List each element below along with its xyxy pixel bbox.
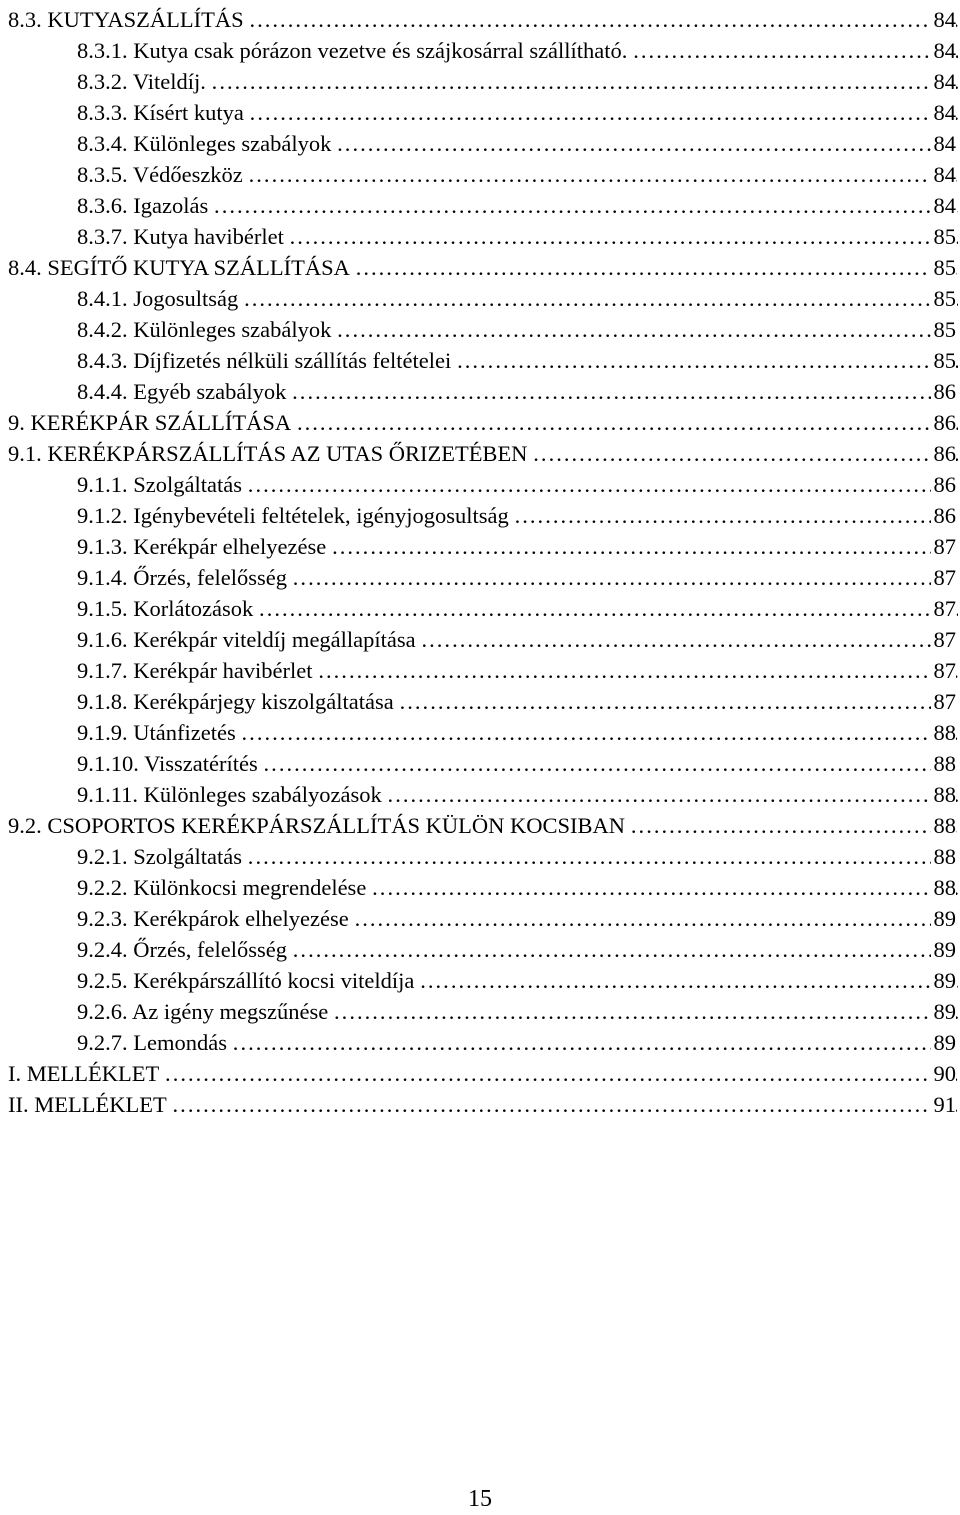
- toc-entry-page: 87: [931, 593, 957, 624]
- toc-entry-page: 85: [931, 221, 957, 252]
- toc-entry-label: 9.2.2. Különkocsi megrendelése: [77, 875, 367, 900]
- toc-entry-leader: [0, 996, 958, 1027]
- toc-entry[interactable]: [0, 624, 958, 655]
- toc-entry-leader: [0, 500, 958, 531]
- toc-entry-label: 9.1.1. Szolgáltatás: [77, 472, 242, 497]
- toc-entry-leader: [0, 903, 958, 934]
- toc-entry[interactable]: [0, 934, 958, 965]
- toc-entry-page: 88: [931, 872, 957, 903]
- toc-entry-leader: [0, 593, 958, 624]
- toc-entry-page: 88: [931, 717, 957, 748]
- toc-entry[interactable]: [0, 1089, 958, 1120]
- toc-entry-label: 9. KERÉKPÁR SZÁLLÍTÁSA: [8, 410, 292, 435]
- toc-entry-label: 8.4. SEGÍTŐ KUTYA SZÁLLÍTÁSA: [8, 255, 350, 280]
- toc-entry[interactable]: [0, 748, 958, 779]
- toc-entry-label: 9.1.2. Igénybevételi feltételek, igényjogosultság: [77, 503, 509, 528]
- toc-entry[interactable]: [0, 1027, 958, 1058]
- toc-entry-page: 84: [931, 190, 957, 221]
- toc-entry-page: 90: [931, 1058, 957, 1089]
- toc-entry-page: 89: [931, 1027, 957, 1058]
- toc-entry[interactable]: [0, 655, 958, 686]
- toc-entry-leader: [0, 686, 958, 717]
- toc-entry-page: 88: [931, 841, 957, 872]
- toc-entry-label: 8.3. KUTYASZÁLLÍTÁS: [8, 7, 244, 32]
- toc-entry[interactable]: [0, 686, 958, 717]
- table-of-contents: [0, 4, 958, 1120]
- toc-entry-page: 84: [931, 128, 957, 159]
- toc-entry-leader: [0, 1027, 958, 1058]
- toc-entry-page: 84: [931, 35, 957, 66]
- toc-entry-label: 9.1.7. Kerékpár havibérlet: [77, 658, 313, 683]
- toc-entry[interactable]: [0, 314, 958, 345]
- toc-entry-label: 9.1.6. Kerékpár viteldíj megállapítása: [77, 627, 416, 652]
- toc-entry-page: 89: [931, 903, 957, 934]
- toc-entry-page: 89: [931, 996, 957, 1027]
- toc-entry-leader: [0, 376, 958, 407]
- page-number: 15: [468, 1486, 492, 1512]
- toc-entry-label: 9.2.7. Lemondás: [77, 1030, 227, 1055]
- toc-entry-leader: [0, 1089, 958, 1120]
- toc-entry-leader: [0, 469, 958, 500]
- toc-entry-leader: [0, 128, 958, 159]
- toc-entry-label: 9.1.4. Őrzés, felelősség: [77, 565, 287, 590]
- toc-entry-page: 85: [931, 314, 957, 345]
- toc-entry[interactable]: [0, 252, 958, 283]
- toc-entry-leader: [0, 4, 958, 35]
- toc-entry-label: 9.1.8. Kerékpárjegy kiszolgáltatása: [77, 689, 394, 714]
- toc-entry[interactable]: [0, 159, 958, 190]
- toc-entry-label: 8.4.4. Egyéb szabályok: [77, 379, 287, 404]
- toc-entry-label: II. MELLÉKLET: [8, 1092, 167, 1117]
- toc-entry-page: 86: [931, 407, 957, 438]
- toc-entry-label: 8.4.1. Jogosultság: [77, 286, 239, 311]
- toc-entry-leader: [0, 531, 958, 562]
- toc-entry-leader: [0, 252, 958, 283]
- toc-entry[interactable]: [0, 531, 958, 562]
- toc-entry[interactable]: [0, 97, 958, 128]
- toc-entry[interactable]: [0, 593, 958, 624]
- toc-entry-label: 8.4.2. Különleges szabályok: [77, 317, 332, 342]
- toc-entry-leader: [0, 1058, 958, 1089]
- toc-entry-label: 8.3.1. Kutya csak pórázon vezetve és szájkosárral szállítható.: [77, 38, 628, 63]
- toc-entry[interactable]: [0, 35, 958, 66]
- toc-entry-label: 9.1.10. Visszatérítés: [77, 751, 258, 776]
- toc-entry-page: 86: [931, 438, 957, 469]
- toc-entry-page: 84: [931, 97, 957, 128]
- toc-entry-label: 8.3.6. Igazolás: [77, 193, 209, 218]
- toc-entry[interactable]: [0, 407, 958, 438]
- toc-entry[interactable]: [0, 221, 958, 252]
- toc-entry[interactable]: [0, 4, 958, 35]
- toc-entry-label: 8.3.3. Kísért kutya: [77, 100, 244, 125]
- toc-entry-label: 9.1. KERÉKPÁRSZÁLLÍTÁS AZ UTAS ŐRIZETÉBEN: [8, 441, 528, 466]
- toc-entry-leader: [0, 221, 958, 252]
- toc-entry-label: 9.1.9. Utánfizetés: [77, 720, 236, 745]
- toc-entry-page: 84: [931, 4, 957, 35]
- toc-entry-page: 86: [931, 376, 957, 407]
- toc-entry-label: 8.3.2. Viteldíj.: [77, 69, 206, 94]
- toc-entry-leader: [0, 810, 958, 841]
- toc-entry[interactable]: [0, 779, 958, 810]
- toc-entry-leader: [0, 779, 958, 810]
- toc-entry-label: 9.2.5. Kerékpárszállító kocsi viteldíja: [77, 968, 415, 993]
- toc-entry-leader: [0, 345, 958, 376]
- toc-entry-page: 85: [931, 252, 957, 283]
- toc-entry-leader: [0, 190, 958, 221]
- toc-entry-page: 84: [931, 66, 957, 97]
- toc-entry[interactable]: [0, 872, 958, 903]
- toc-entry-leader: [0, 438, 958, 469]
- toc-entry[interactable]: [0, 438, 958, 469]
- toc-entry-label: 9.2.4. Őrzés, felelősség: [77, 937, 287, 962]
- toc-entry[interactable]: [0, 128, 958, 159]
- toc-entry[interactable]: [0, 190, 958, 221]
- toc-entry-page: 89: [931, 965, 957, 996]
- toc-entry-page: 87: [931, 562, 957, 593]
- toc-entry[interactable]: [0, 1058, 958, 1089]
- toc-entry-leader: [0, 841, 958, 872]
- toc-entry-page: 86: [931, 500, 957, 531]
- toc-entry-page: 87: [931, 655, 957, 686]
- toc-entry-label: 9.1.5. Korlátozások: [77, 596, 254, 621]
- toc-entry-leader: [0, 934, 958, 965]
- toc-entry[interactable]: [0, 283, 958, 314]
- toc-entry-page: 87: [931, 624, 957, 655]
- toc-entry[interactable]: [0, 66, 958, 97]
- toc-entry[interactable]: [0, 810, 958, 841]
- toc-entry-leader: [0, 159, 958, 190]
- toc-entry-label: 9.2. CSOPORTOS KERÉKPÁRSZÁLLÍTÁS KÜLÖN KOCSIBAN: [8, 813, 626, 838]
- toc-entry[interactable]: [0, 903, 958, 934]
- toc-entry-label: 8.3.7. Kutya havibérlet: [77, 224, 284, 249]
- toc-entry-page: 87: [931, 531, 957, 562]
- toc-entry-leader: [0, 562, 958, 593]
- toc-entry-label: 8.3.4. Különleges szabályok: [77, 131, 332, 156]
- toc-entry-label: 8.3.5. Védőeszköz: [77, 162, 243, 187]
- toc-entry-leader: [0, 655, 958, 686]
- toc-entry[interactable]: [0, 717, 958, 748]
- toc-entry-page: 85: [931, 283, 957, 314]
- toc-entry-label: 9.2.6. Az igény megszűnése: [77, 999, 329, 1024]
- toc-entry-leader: [0, 624, 958, 655]
- toc-entry-label: I. MELLÉKLET: [8, 1061, 160, 1086]
- toc-entry-label: 9.1.3. Kerékpár elhelyezése: [77, 534, 327, 559]
- toc-entry[interactable]: [0, 376, 958, 407]
- toc-entry-label: 9.2.1. Szolgáltatás: [77, 844, 242, 869]
- toc-entry-page: 88: [931, 748, 957, 779]
- toc-entry[interactable]: [0, 996, 958, 1027]
- toc-entry-label: 9.2.3. Kerékpárok elhelyezése: [77, 906, 349, 931]
- toc-entry-label: 8.4.3. Díjfizetés nélküli szállítás feltételei: [77, 348, 452, 373]
- toc-entry-leader: [0, 97, 958, 128]
- toc-entry[interactable]: [0, 345, 958, 376]
- toc-entry-page: 88: [931, 779, 957, 810]
- toc-entry-leader: [0, 35, 958, 66]
- toc-entry-leader: [0, 314, 958, 345]
- toc-entry[interactable]: [0, 562, 958, 593]
- toc-entry-label: 9.1.11. Különleges szabályozások: [77, 782, 382, 807]
- toc-entry-page: 88: [931, 810, 957, 841]
- toc-entry-page: 87: [931, 686, 957, 717]
- toc-entry[interactable]: [0, 469, 958, 500]
- toc-entry[interactable]: [0, 965, 958, 996]
- toc-entry-leader: [0, 748, 958, 779]
- toc-entry-leader: [0, 283, 958, 314]
- toc-entry-page: 84: [931, 159, 957, 190]
- toc-entry-page: 91: [931, 1089, 957, 1120]
- toc-entry[interactable]: [0, 500, 958, 531]
- toc-entry-leader: [0, 872, 958, 903]
- toc-entry-leader: [0, 717, 958, 748]
- toc-entry-leader: [0, 407, 958, 438]
- toc-entry-page: 85: [931, 345, 957, 376]
- toc-entry[interactable]: [0, 841, 958, 872]
- toc-entry-leader: [0, 66, 958, 97]
- toc-entry-page: 89: [931, 934, 957, 965]
- toc-entry-page: 86: [931, 469, 957, 500]
- toc-entry-leader: [0, 965, 958, 996]
